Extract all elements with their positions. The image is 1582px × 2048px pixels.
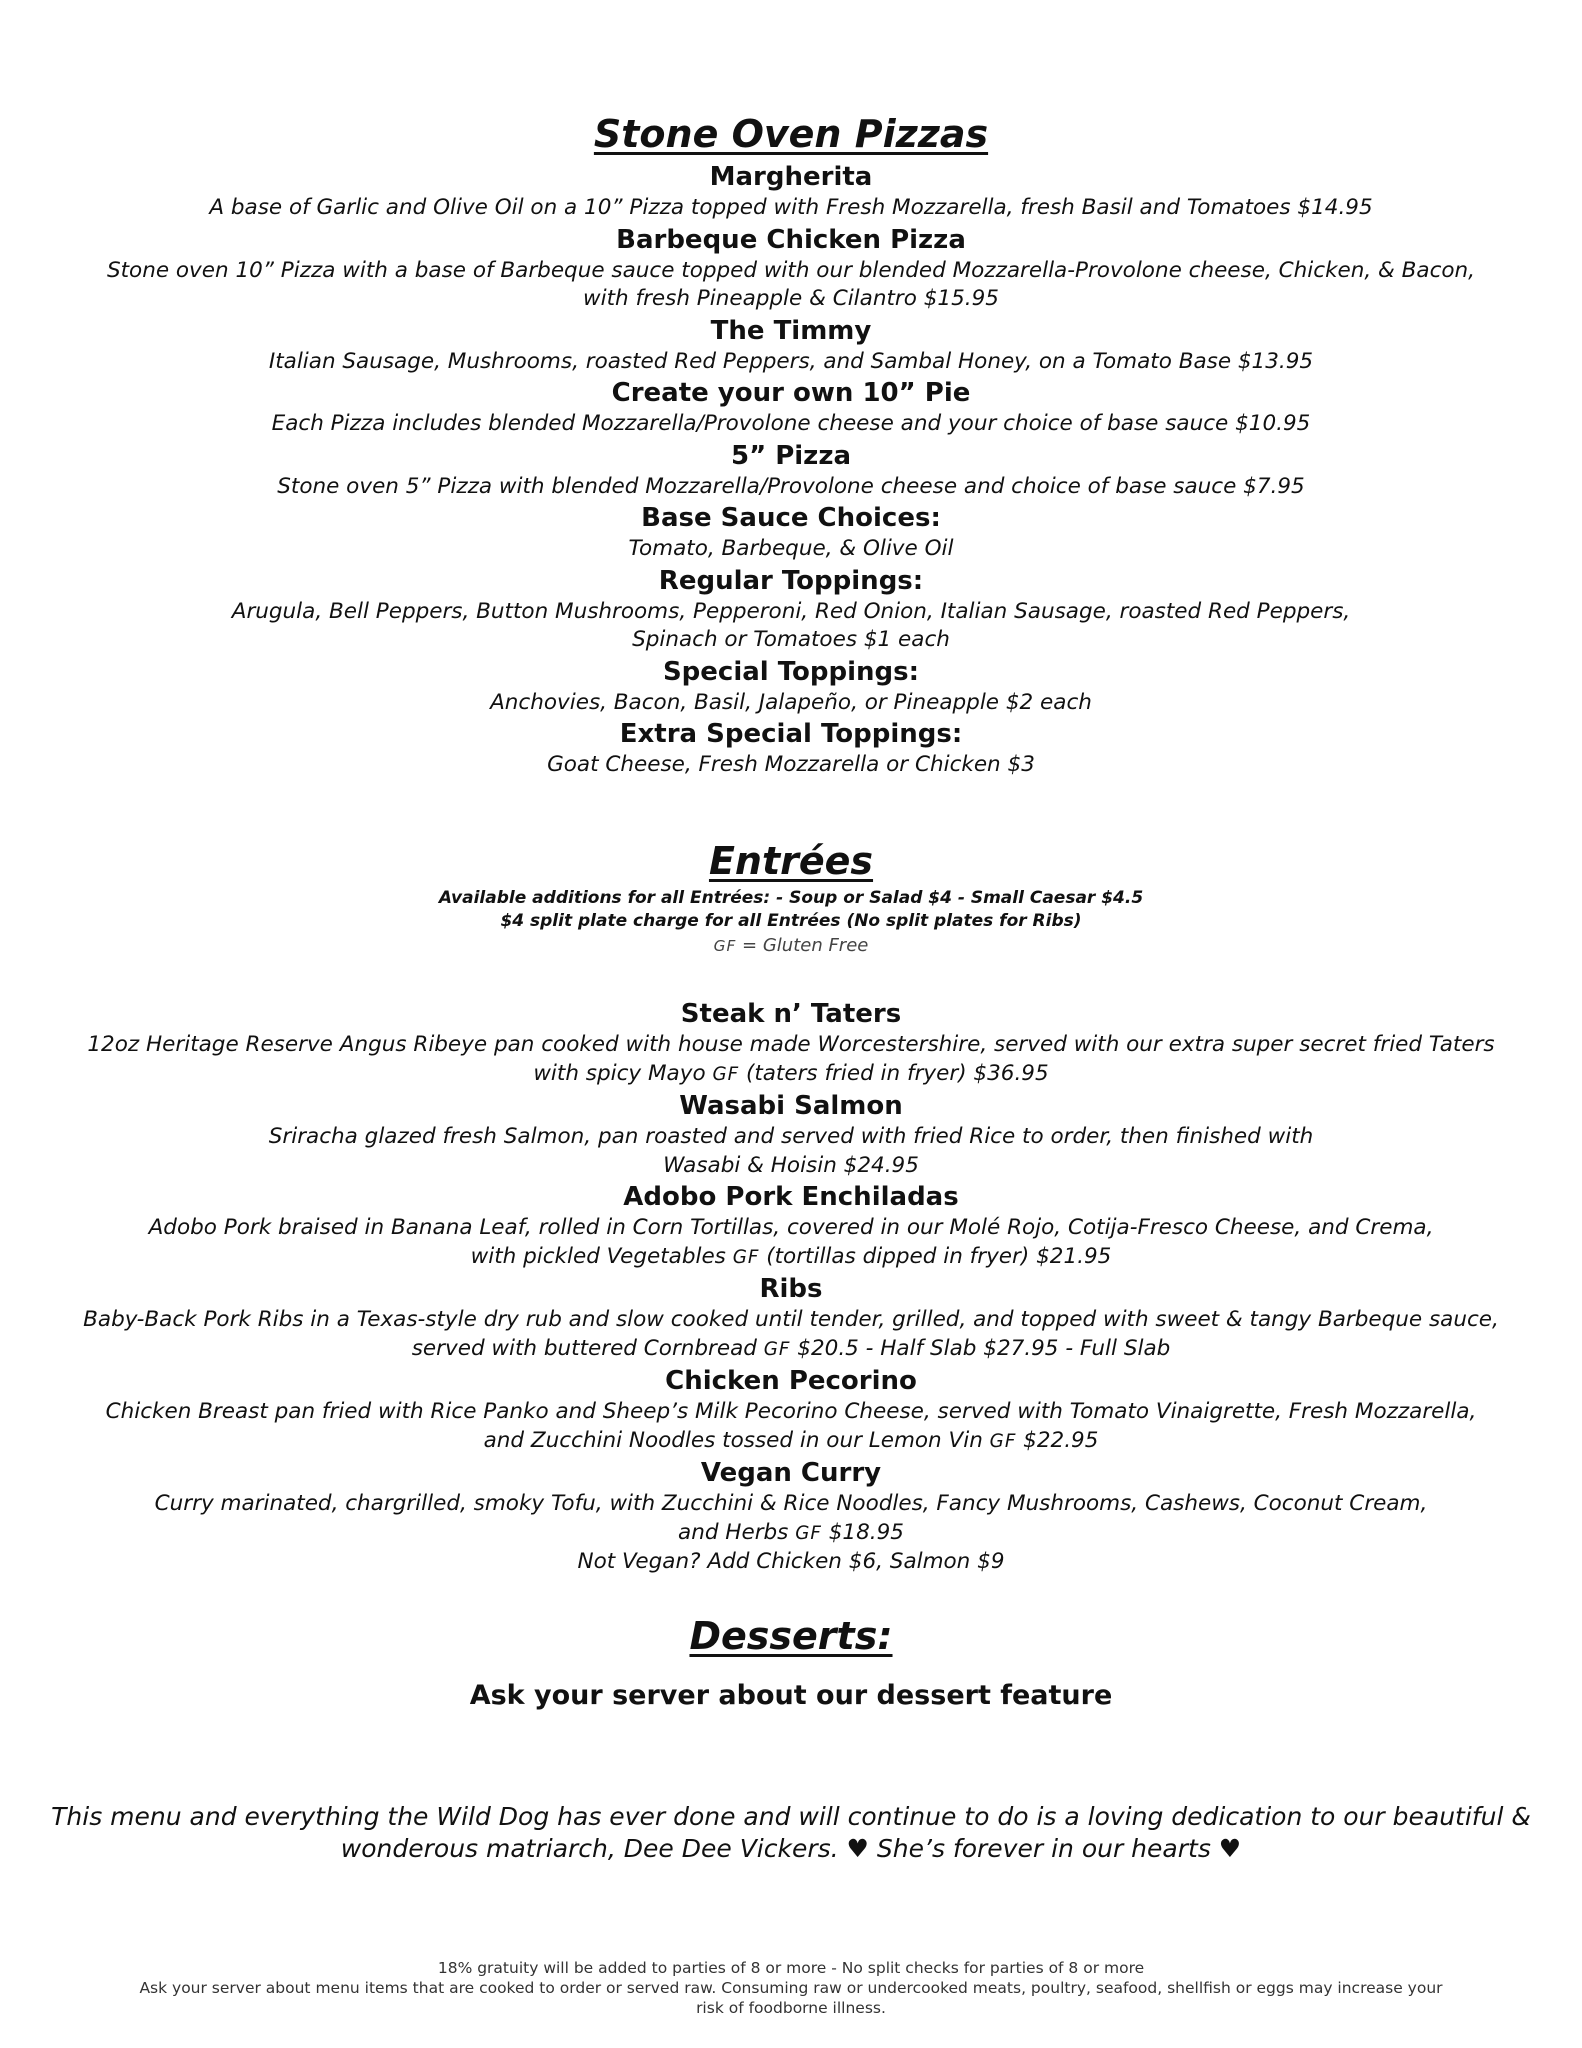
- description-text: $20.5 - Half Slab $27.95 - Full Slab: [790, 1335, 1171, 1361]
- pizza-item-description: [0, 257, 1582, 314]
- entree-item-name: Wasabi Salmon: [679, 1091, 903, 1121]
- description-line: Tomato, Barbeque, & Olive Oil: [628, 536, 954, 561]
- gluten-free-key: [0, 933, 1582, 959]
- description-line: [40, 1427, 1542, 1457]
- description-text: $18.95: [821, 1519, 904, 1545]
- pizza-item-name: Base Sauce Choices:: [641, 503, 941, 533]
- pizza-item-description: [0, 348, 1582, 377]
- dessert-section: [0, 1610, 1582, 1714]
- entree-item-description: [0, 1031, 1582, 1089]
- description-text: Chicken Breast pan fried with Rice Panko and Sheep’s Milk Pecorino Cheese, served with Tomato Vinaigrette, Fresh Mozzarella,: [105, 1399, 1477, 1424]
- pizza-item-name: Regular Toppings:: [658, 565, 924, 596]
- pizza-item-name: Special Toppings:: [662, 656, 920, 687]
- gluten-free-mark: GF: [712, 1063, 740, 1085]
- gf-key-label: = Gluten Free: [742, 935, 869, 956]
- description-line: [40, 1243, 1542, 1273]
- pizza-item-description: [0, 535, 1582, 564]
- entree-item-name: Vegan Curry: [700, 1458, 882, 1488]
- gratuity-line: 18% gratuity will be added to parties of 8 or more - No split checks for parties of 8 or more: [437, 1959, 1145, 1977]
- description-text: with pickled Vegetables: [470, 1243, 733, 1269]
- description-line: A base of Garlic and Olive Oil on a 10” Pizza topped with Fresh Mozzarella, fresh Basil and Tomatoes $14.95: [209, 195, 1373, 220]
- pizza-item-name: Barbeque Chicken Pizza: [616, 224, 966, 255]
- entree-split-plate-note: $4 split plate charge for all Entrées (No split plates for Ribs): [500, 911, 1082, 931]
- entree-item-name: Steak n’ Taters: [680, 999, 902, 1029]
- dedication-line: wonderous matriarch, Dee Dee Vickers. ♥ She’s forever in our hearts ♥: [340, 1834, 1242, 1863]
- entree-item-description: [0, 1214, 1582, 1272]
- description-line: Anchovies, Bacon, Basil, Jalapeño, or Pineapple $2 each: [490, 689, 1092, 715]
- entree-spacer: [0, 959, 1582, 997]
- description-line: Spinach or Tomatoes $1 each: [632, 627, 950, 652]
- gluten-free-mark: GF: [763, 1338, 791, 1360]
- pizza-items: [0, 160, 1582, 780]
- footer: [0, 1958, 1582, 2018]
- description-line: [40, 1519, 1542, 1549]
- description-text: Sriracha glazed fresh Salmon, pan roasted and served with fried Rice to order, then finished with: [268, 1124, 1314, 1149]
- description-line: [40, 1123, 1542, 1152]
- description-text: Baby-Back Pork Ribs in a Texas-style dry rub and slow cooked until tender, grilled, and topped with sweet & tangy Barbeque sauce,: [83, 1307, 1499, 1332]
- description-line: [40, 1214, 1542, 1243]
- dedication-line: This menu and everything the Wild Dog has ever done and will continue to do is a loving dedication to our beautiful &: [51, 1802, 1531, 1831]
- description-text: with spicy Mayo: [533, 1060, 713, 1086]
- entree-items: [0, 997, 1582, 1577]
- dessert-feature-text: Ask your server about our dessert feature: [469, 1680, 1113, 1711]
- description-text: (taters fried in fryer) $36.95: [739, 1060, 1049, 1086]
- consumer-advisory-line: Ask your server about menu items that are cooked to order or served raw. Consuming raw or undercooked meats, poultry, seafood, shellfish or eggs may increase your: [139, 1979, 1443, 1997]
- entree-section-title: Entrées: [708, 839, 874, 883]
- pizza-item-name: 5” Pizza: [730, 440, 851, 471]
- pizza-item-name: Extra Special Toppings:: [619, 719, 963, 749]
- description-line: [40, 1306, 1542, 1335]
- entree-item-description: [0, 1490, 1582, 1577]
- description-text: Adobo Pork braised in Banana Leaf, rolled in Corn Tortillas, covered in our Molé Rojo, Cotija-Fresco Cheese, and Crema,: [148, 1215, 1434, 1240]
- description-line: [40, 1152, 1542, 1181]
- entree-item-description: [0, 1306, 1582, 1364]
- description-text: and Zucchini Noodles tossed in our Lemon Vin: [483, 1427, 990, 1453]
- description-text: Not Vegan? Add Chicken $6, Salmon $9: [577, 1549, 1005, 1574]
- description-line: Goat Cheese, Fresh Mozzarella or Chicken $3: [547, 752, 1035, 777]
- consumer-advisory-line-2: risk of foodborne illness.: [696, 1999, 886, 2017]
- description-text: and Herbs: [678, 1519, 796, 1545]
- description-line: with fresh Pineapple & Cilantro $15.95: [583, 286, 999, 311]
- description-line: Stone oven 10” Pizza with a base of Barbeque sauce topped with our blended Mozzarella-Provolone cheese, Chicken, & Bacon,: [106, 257, 1476, 283]
- entree-item-name: Chicken Pecorino: [665, 1366, 917, 1396]
- pizza-section: [0, 108, 1582, 780]
- pizza-item-description: [0, 194, 1582, 223]
- description-line: [40, 1398, 1542, 1427]
- dessert-spacer: [0, 1662, 1582, 1678]
- entree-additions-note: Available additions for all Entrées: - Soup or Salad $4 - Small Caesar $4.5: [438, 888, 1144, 908]
- dessert-section-title: Desserts:: [689, 1614, 893, 1658]
- description-text: served with buttered Cornbread: [411, 1335, 764, 1361]
- pizza-item-name: The Timmy: [710, 315, 872, 346]
- entree-item-name: Adobo Pork Enchiladas: [623, 1182, 959, 1212]
- gluten-free-mark: GF: [989, 1430, 1017, 1452]
- entree-item-description: [0, 1123, 1582, 1180]
- pizza-item-description: [0, 689, 1582, 718]
- pizza-item-description: [0, 598, 1582, 655]
- pizza-item-description: [0, 410, 1582, 439]
- description-text: Curry marinated, chargrilled, smoky Tofu, with Zucchini & Rice Noodles, Fancy Mushrooms, Cashews, Coconut Cream,: [154, 1491, 1428, 1516]
- dedication: [0, 1801, 1582, 1865]
- description-text: $22.95: [1016, 1427, 1099, 1453]
- pizza-item-description: [0, 473, 1582, 502]
- gluten-free-mark: GF: [795, 1522, 822, 1544]
- pizza-item-name: Create your own 10” Pie: [611, 378, 971, 408]
- description-line: Arugula, Bell Peppers, Button Mushrooms, Pepperoni, Red Onion, Italian Sausage, roasted Red Peppers,: [231, 598, 1351, 624]
- description-line: [40, 1031, 1542, 1060]
- description-line: Each Pizza includes blended Mozzarella/Provolone cheese and your choice of base sauce $10.95: [271, 411, 1311, 436]
- dedication-text: [0, 1801, 1582, 1865]
- pizza-section-title: Stone Oven Pizzas: [593, 112, 989, 156]
- gf-mark: GF: [713, 937, 737, 955]
- pizza-item-name: Margherita: [709, 162, 873, 192]
- description-line: Italian Sausage, Mushrooms, roasted Red Peppers, and Sambal Honey, on a Tomato Base $13.95: [268, 348, 1314, 374]
- gluten-free-mark: GF: [732, 1246, 760, 1268]
- pizza-item-description: [0, 751, 1582, 780]
- description-line: [40, 1335, 1542, 1365]
- footer-text: [0, 1958, 1582, 2018]
- description-line: [40, 1060, 1542, 1090]
- description-line: Stone oven 5” Pizza with blended Mozzarella/Provolone cheese and choice of base sauce $7.95: [277, 473, 1305, 499]
- description-line: [40, 1548, 1542, 1577]
- entree-item-description: [0, 1398, 1582, 1456]
- description-text: Wasabi & Hoisin $24.95: [663, 1152, 919, 1178]
- entree-item-name: Ribs: [759, 1274, 823, 1304]
- description-text: 12oz Heritage Reserve Angus Ribeye pan cooked with house made Worcestershire, served with our extra super secret fried Taters: [87, 1032, 1495, 1057]
- description-text: (tortillas dipped in fryer) $21.95: [759, 1243, 1112, 1269]
- entree-section: [0, 835, 1582, 1577]
- description-line: [40, 1490, 1542, 1519]
